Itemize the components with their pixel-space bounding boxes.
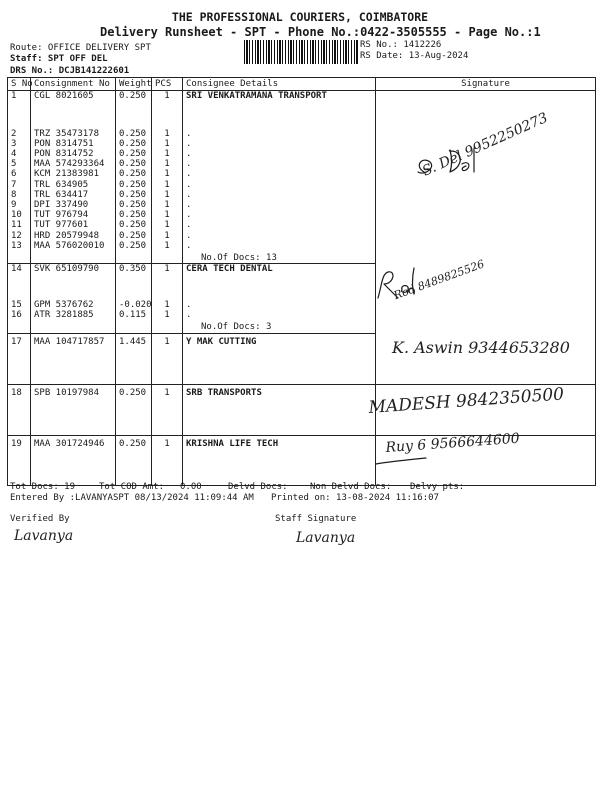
table-row: 12 HRD 20579948 0.250 1 . — [8, 231, 596, 241]
table-row: 11 TUT 977601 0.250 1 . — [8, 220, 596, 230]
total-docs: Tot Docs: 19 — [10, 482, 76, 492]
col-header-consignment: Consignment No — [31, 78, 116, 91]
total-cod-amount: 0.00 — [180, 482, 202, 492]
table-row: 9 DPI 337490 0.250 1 . — [8, 200, 596, 210]
table-row: 7 TRL 634905 0.250 1 . — [8, 180, 596, 190]
docs-count-row: No.Of Docs: 3 — [8, 320, 596, 333]
consignee-cell: CERA TECH DENTAL — [183, 264, 376, 300]
table-row: 6 KCM 21383981 0.250 1 . — [8, 169, 596, 179]
sno-cell: 1 — [8, 91, 31, 129]
consignee-cell: SRI VENKATRAMANA TRANSPORT — [183, 91, 376, 129]
col-header-sno: S No — [8, 78, 31, 91]
signature-phone-1: S. Del 9952250273 — [420, 109, 551, 180]
rs-date: RS Date: 13-Aug-2024 — [360, 51, 469, 61]
staff-signature-mark: Lavanya — [296, 530, 356, 546]
table-row: 14 SVK 65109790 0.350 1 CERA TECH DENTAL — [8, 264, 596, 300]
pcs-cell: 1 — [152, 91, 183, 129]
table-row: 3 PON 8314751 0.250 1 . — [8, 139, 596, 149]
delivery-points-label: Delvy pts: — [410, 482, 465, 492]
delivered-docs-label: Delvd Docs: — [228, 482, 288, 492]
docs-count-row: No.Of Docs: 13 — [8, 251, 596, 264]
signature-phone-2: Rod 8489825526 — [392, 257, 487, 303]
table-row: 18 SPB 10197984 0.250 1 SRB TRANSPORTS — [8, 384, 596, 435]
col-header-consignee: Consignee Details — [183, 78, 376, 91]
consignee-cell: Y MAK CUTTING — [183, 333, 376, 384]
col-header-pcs: PCS — [152, 78, 183, 91]
rs-number: RS No.: 1412226 — [360, 40, 442, 50]
staff-label: Staff: SPT OFF DEL — [10, 54, 108, 64]
total-cod-label: Tot COD Amt: — [99, 482, 165, 492]
signature-phone-4: MADESH 9842350500 — [368, 384, 565, 418]
table-row: 15 GPM 5376762 -0.020 1 . — [8, 300, 596, 310]
table-row: 2 TRZ 35473178 0.250 1 . — [8, 129, 596, 139]
runsheet-subtitle: Delivery Runsheet - SPT - Phone No.:0422-3505555 - Page No.:1 — [100, 25, 541, 39]
verified-by-signature: Lavanya — [14, 528, 74, 544]
staff-signature-label: Staff Signature — [275, 514, 357, 524]
table-row: 4 PON 8314752 0.250 1 . — [8, 149, 596, 159]
company-title: THE PROFESSIONAL COURIERS, COIMBATORE — [171, 10, 429, 24]
table-row — [8, 91, 596, 129]
consignee-cell: KRISHNA LIFE TECH — [183, 435, 376, 485]
table-header-row — [8, 78, 596, 91]
table-row: 19 MAA 301724946 0.250 1 KRISHNA LIFE TECH — [8, 435, 596, 485]
table-row: 17 MAA 104717857 1.445 1 Y MAK CUTTING — [8, 333, 596, 384]
weight-cell: 0.250 — [116, 91, 152, 129]
col-header-signature: Signature — [376, 78, 596, 91]
col-header-weight: Weight — [116, 78, 152, 91]
table-row: 16 ATR 3281885 0.115 1 . — [8, 310, 596, 320]
table-row: 5 MAA 574293364 0.250 1 . — [8, 159, 596, 169]
verified-by-label: Verified By — [10, 514, 70, 524]
entered-by: Entered By :LAVANYASPT 08/13/2024 11:09:44 AM — [10, 493, 254, 503]
table-row: 8 TRL 634417 0.250 1 . — [8, 190, 596, 200]
consignee-cell: SRB TRANSPORTS — [183, 384, 376, 435]
non-delivered-docs-label: Non Delvd Docs: — [310, 482, 392, 492]
route-label: Route: OFFICE DELIVERY SPT — [10, 43, 151, 53]
consignment-cell: CGL 8021605 — [31, 91, 116, 129]
printed-on: Printed on: 13-08-2024 11:16:07 — [271, 493, 439, 503]
signature-phone-3: K. Aswin 9344653280 — [392, 338, 570, 357]
drs-number: DRS No.: DCJB141222601 — [10, 66, 130, 76]
table-row: 13 MAA 576020010 0.250 1 . — [8, 241, 596, 251]
signature-mark-1 — [410, 140, 570, 220]
barcode-image — [244, 40, 358, 64]
table-row: 10 TUT 976794 0.250 1 . — [8, 210, 596, 220]
signature-phone-5: Ruy 6 9566644600 — [385, 430, 521, 456]
